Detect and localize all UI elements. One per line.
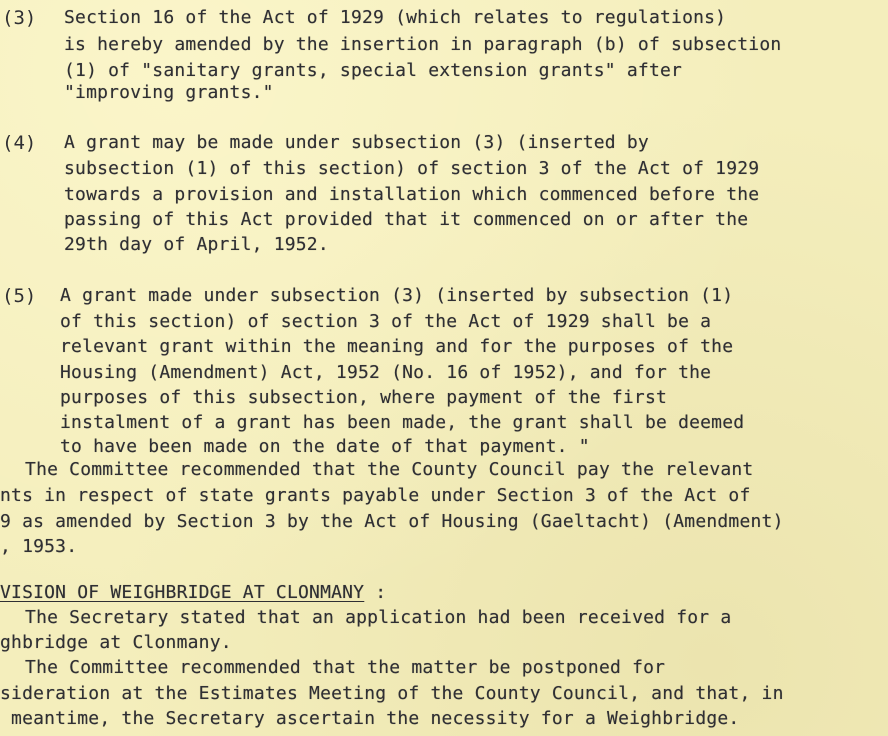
- clause-3-line-4: "improving grants.": [64, 82, 274, 103]
- clause-5-line-1: A grant made under subsection (3) (inserted by subsection (1): [60, 285, 734, 306]
- clause-3-line-1: Section 16 of the Act of 1929 (which relates to regulations): [64, 7, 727, 28]
- recommendation-line-2: nts in respect of state grants payable under Section 3 of the Act of: [0, 485, 751, 506]
- weighbridge-line-5: meantime, the Secretary ascertain the necessity for a Weighbridge.: [0, 708, 740, 729]
- clause-4-line-3: towards a provision and installation which commenced before the: [64, 184, 760, 205]
- weighbridge-heading-row: [0, 581, 386, 605]
- clause-5-line-7: to have been made on the date of that payment. ": [60, 436, 590, 457]
- clause-3-line-3: (1) of "sanitary grants, special extension grants" after: [64, 60, 683, 81]
- clause-4-line-1: A grant may be made under subsection (3) (inserted by: [64, 132, 649, 153]
- recommendation-line-1: The Committee recommended that the County Council pay the relevant: [14, 459, 754, 480]
- weighbridge-line-4: sideration at the Estimates Meeting of the County Council, and that, in: [0, 683, 784, 704]
- recommendation-line-3: 9 as amended by Section 3 by the Act of Housing (Gaeltacht) (Amendment): [0, 511, 784, 532]
- clause-5-line-6: instalment of a grant has been made, the grant shall be deemed: [60, 412, 745, 433]
- clause-3-number: (3): [2, 7, 37, 29]
- weighbridge-line-1: The Secretary stated that an application had been received for a: [14, 607, 732, 628]
- clause-4-line-2: subsection (1) of this section) of section 3 of the Act of 1929: [64, 158, 760, 179]
- clause-4-number: (4): [2, 132, 37, 154]
- clause-5-line-2: of this section) of section 3 of the Act of 1929 shall be a: [60, 311, 712, 332]
- clause-4-line-5: 29th day of April, 1952.: [64, 234, 329, 255]
- weighbridge-heading-suffix: :: [364, 582, 387, 603]
- clause-5-number: (5): [2, 285, 37, 307]
- clause-4-line-4: passing of this Act provided that it commenced on or after the: [64, 209, 749, 230]
- clause-5-line-4: Housing (Amendment) Act, 1952 (No. 16 of 1952), and for the: [60, 362, 712, 383]
- weighbridge-line-3: The Committee recommended that the matter be postponed for: [14, 657, 666, 678]
- recommendation-line-4: , 1953.: [0, 536, 78, 557]
- clause-3-line-2: is hereby amended by the insertion in paragraph (b) of subsection: [64, 34, 782, 55]
- weighbridge-line-2: ghbridge at Clonmany.: [0, 632, 232, 653]
- weighbridge-heading: VISION OF WEIGHBRIDGE AT CLONMANY: [0, 582, 365, 603]
- clause-5-line-5: purposes of this subsection, where payment of the first: [60, 387, 668, 408]
- clause-5-line-3: relevant grant within the meaning and for the purposes of the: [60, 336, 734, 357]
